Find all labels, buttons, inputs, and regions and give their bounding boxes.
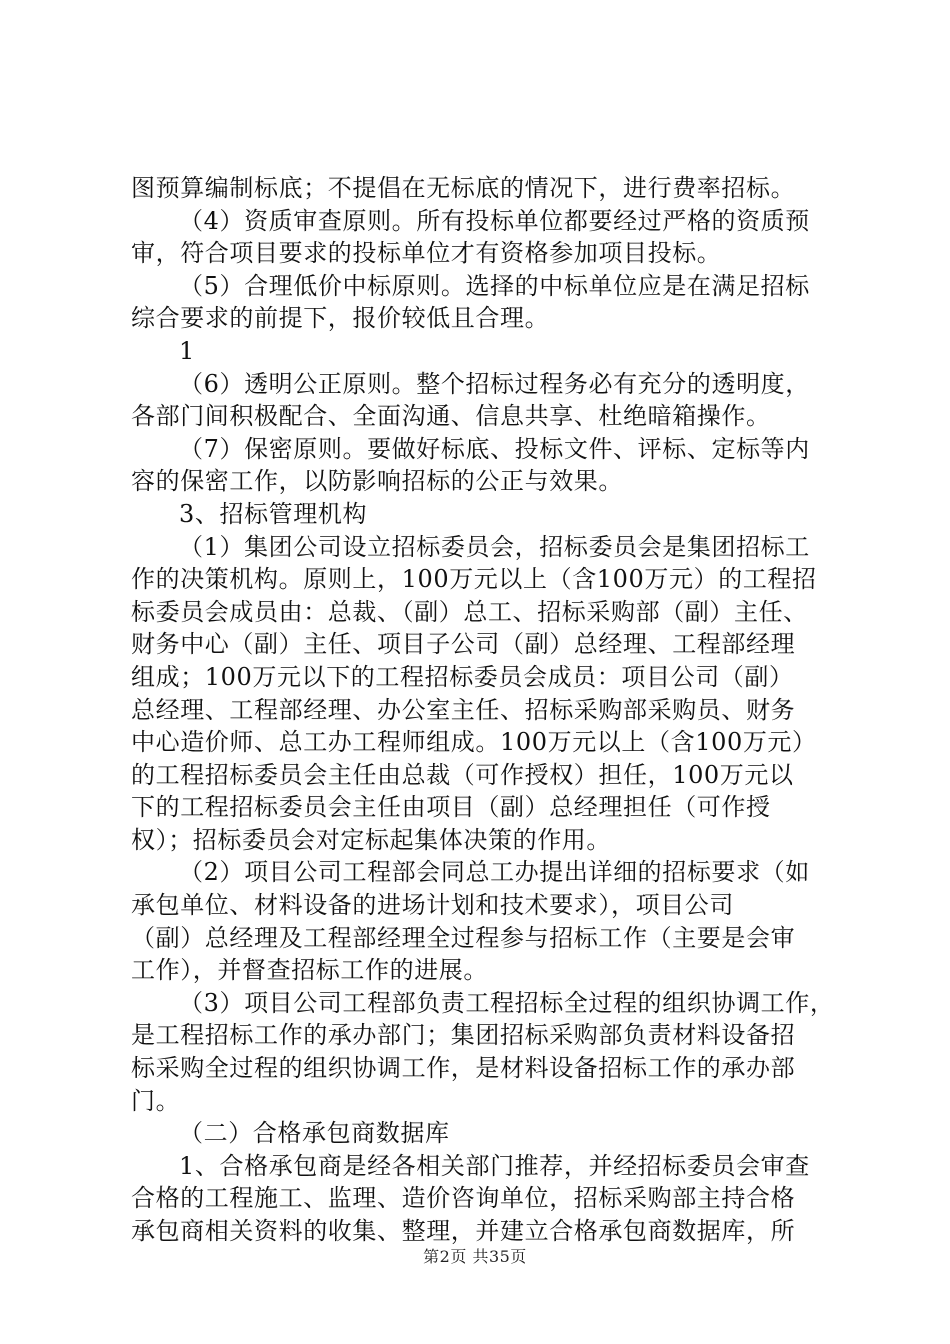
document-body bbox=[131, 172, 835, 1248]
text-line: 财务中心（副）主任、项目子公司（副）总经理、工程部经理 bbox=[131, 630, 796, 659]
text-line: 审，符合项目要求的投标单位才有资格参加项目投标。 bbox=[131, 239, 722, 268]
text-line: 是工程招标工作的承办部门；集团招标采购部负责材料设备招 bbox=[131, 1021, 796, 1050]
text-line: 承包商相关资料的收集、整理，并建立合格承包商数据库，所 bbox=[131, 1217, 796, 1245]
text-line: 下的工程招标委员会主任由项目（副）总经理担任（可作授 bbox=[131, 793, 771, 822]
text-line: 容的保密工作，以防影响招标的公正与效果。 bbox=[131, 467, 623, 496]
text-line: 图预算编制标底；不提倡在无标底的情况下，进行费率招标。 bbox=[131, 174, 796, 202]
text-line: 总经理、工程部经理、办公室主任、招标采购部采购员、财务 bbox=[131, 695, 796, 724]
text-line: 作的决策机构。原则上，100万元以上（含100万元）的工程招 bbox=[131, 565, 817, 594]
text-line: 合格的工程施工、监理、造价咨询单位，招标采购部主持合格 bbox=[131, 1184, 796, 1213]
text-line: （7）保密原则。要做好标底、投标文件、评标、定标等内 bbox=[179, 434, 810, 463]
text-line: （2）项目公司工程部会同总工办提出详细的招标要求（如 bbox=[179, 858, 810, 887]
text-line: 权）；招标委员会对定标起集体决策的作用。 bbox=[131, 825, 611, 854]
text-line: 综合要求的前提下，报价较低且合理。 bbox=[131, 304, 550, 333]
text-line: 中心造价师、总工办工程师组成。100万元以上（含100万元） bbox=[131, 728, 817, 757]
text-line: （1）集团公司设立招标委员会，招标委员会是集团招标工 bbox=[179, 532, 810, 561]
text-line: （3）项目公司工程部负责工程招标全过程的组织协调工作， bbox=[179, 988, 835, 1017]
text-line: 1、合格承包商是经各相关部门推荐，并经招标委员会审查 bbox=[179, 1151, 810, 1180]
section-heading: （二）合格承包商数据库 bbox=[179, 1119, 450, 1148]
text-line: （4）资质审查原则。所有投标单位都要经过严格的资质预 bbox=[179, 206, 810, 235]
page-footer: 第2页 共35页 bbox=[423, 1247, 527, 1266]
text-line: （5）合理低价中标原则。选择的中标单位应是在满足招标 bbox=[179, 271, 810, 300]
text-line: 标委员会成员由：总裁、（副）总工、招标采购部（副）主任、 bbox=[131, 597, 808, 626]
text-line: （副）总经理及工程部经理全过程参与招标工作（主要是会审 bbox=[131, 923, 796, 952]
section-heading: 3、招标管理机构 bbox=[179, 499, 368, 528]
text-line: 承包单位、材料设备的进场计划和技术要求），项目公司 bbox=[131, 891, 734, 920]
text-line: 标采购全过程的组织协调工作，是材料设备招标工作的承办部 bbox=[131, 1054, 796, 1083]
text-line: 的工程招标委员会主任由总裁（可作授权）担任，100万元以 bbox=[131, 760, 794, 789]
text-line: 各部门间积极配合、全面沟通、信息共享、杜绝暗箱操作。 bbox=[131, 402, 771, 431]
text-line: 组成；100万元以下的工程招标委员会成员：项目公司（副） bbox=[131, 662, 794, 691]
text-line: 门。 bbox=[131, 1086, 181, 1115]
text-line: （6）透明公正原则。整个招标过程务必有充分的透明度， bbox=[179, 369, 810, 398]
text-line: 工作），并督查招标工作的进展。 bbox=[131, 956, 488, 985]
inline-page-marker: 1 bbox=[179, 336, 195, 365]
